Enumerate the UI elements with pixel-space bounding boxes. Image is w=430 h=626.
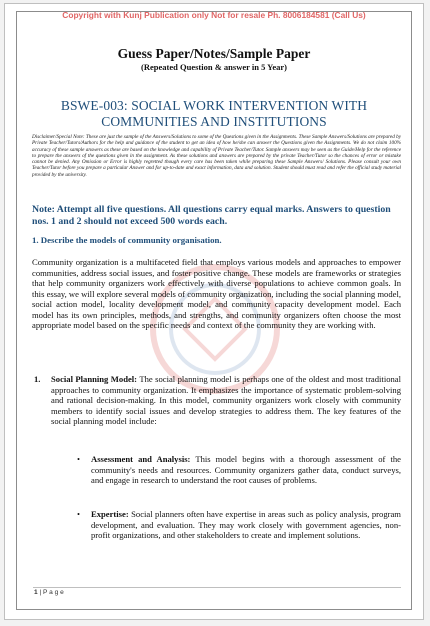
course-title-line1: BSWE-003: SOCIAL WORK INTERVENTION WITH — [60, 98, 368, 113]
page-label: | P a g e — [39, 589, 64, 596]
list-number: 1. — [34, 374, 41, 384]
bullet-heading: Assessment and Analysis: — [91, 454, 191, 464]
list-item-text: The social planning model is perhaps one of the oldest and most traditional approaches to community organization. It emphasizes the importance of systematic problem-solving and rational decision-making. In this model, community organizers work closely with community members to identify social issues and develop strategies to address them. The key features of the social planning model include: — [51, 374, 401, 427]
list-item-social-planning — [51, 374, 401, 427]
bullet-item-expertise — [91, 509, 401, 541]
bullet-icon: • — [77, 509, 81, 519]
page-footer — [34, 589, 64, 596]
copyright-banner: Copyright with Kunj Publication only Not for resale Ph. 8006184581 (Call Us) — [62, 10, 366, 20]
bullet-heading: Expertise: — [91, 509, 129, 519]
intro-paragraph: Community organization is a multifaceted field that employs various models and approaches to empower communities, address social issues, and foster positive change. These models are frameworks or strategies that help community organizers work effectively with diverse populations to achieve common goals. In this essay, we will explore several models of community organization, including the social planning model, social action model, locality development model, and community capacity development model. Each model has its own principles, methods, and strengths, and community organizers often choose the most appropriate model based on the specific needs and context of the community they are working with. — [32, 257, 401, 331]
bullet-icon: • — [77, 454, 81, 464]
course-title-line2: COMMUNITIES AND INSTITUTIONS — [101, 114, 327, 129]
footer-divider — [33, 587, 401, 588]
page-subtitle: (Repeated Question & answer in 5 Year) — [141, 62, 287, 72]
bullet-text: This model begins with a thorough assessment of the community's needs and resources. Community organizers gather data, conduct surveys, and engage in research to understand the root causes of problems. — [91, 454, 401, 486]
question-heading: 1. Describe the models of community organisation. — [32, 235, 222, 245]
page-number: 1 — [34, 589, 38, 596]
disclaimer-text: Disclaimer/Special Note: These are just the sample of the Answers/Solutions to some of the Questions given in the Assignments. These Sample Answers/Solutions are prepared by Private Teacher/Tutors/Authors for the help and guidance of the student to get an idea of how he/she can answer the Questions given the Assignments. We do not claim 100% accuracy of these sample answers as these are based on the knowledge and capability of Private Teacher/Tutor. Sample answers may be seen as the Guide/Help for the reference to prepare the answers of the questions given in the assignment. As these solutions and answers are prepared by the private Teacher/Tutor so the chances of error or mistake cannot be denied. Any Omission or Error is highly regretted though every care has been taken while preparing these Sample Answers/ Solutions. Please consult your own Teacher/Tutor before you prepare a particular Answer and for up-to-date and exact information, data and solution. Student should must read and refer the official study material provided by the university. — [32, 134, 401, 178]
course-title — [25, 98, 403, 130]
bullet-item-assessment — [91, 454, 401, 486]
bullet-text: Social planners often have expertise in areas such as policy analysis, program development, and evaluation. They may work closely with government agencies, non-profit organizations, and other stakeholders to create and implement solutions. — [91, 509, 401, 541]
document-page — [4, 3, 424, 620]
page-title: Guess Paper/Notes/Sample Paper — [117, 46, 311, 61]
list-item-heading: Social Planning Model: — [51, 374, 138, 384]
instructions-note: Note: Attempt all five questions. All questions carry equal marks. Answers to question nos. 1 and 2 should not exceed 500 words each. — [32, 204, 391, 227]
